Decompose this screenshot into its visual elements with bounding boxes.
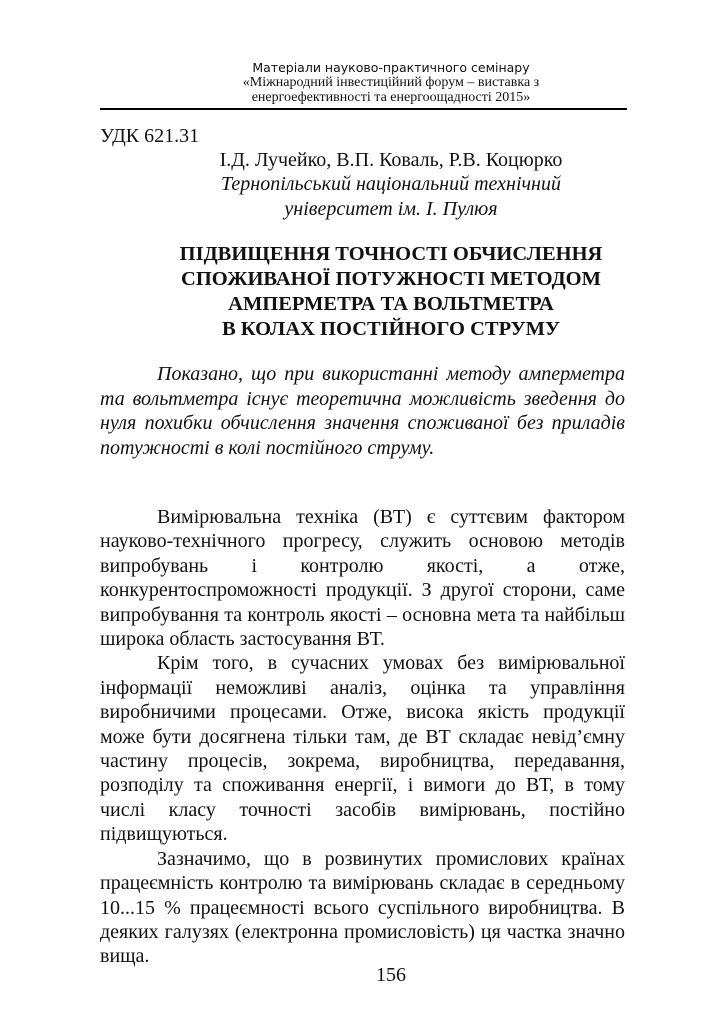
affiliation-line-2: університет ім. І. Пулюя bbox=[284, 198, 498, 220]
udc-code: УДК 621.31 bbox=[100, 125, 200, 147]
title-line-4: В КОЛАХ ПОСТІЙНОГО СТРУМУ bbox=[221, 318, 561, 340]
page-number: 156 bbox=[376, 964, 406, 986]
affiliation-line-1: Тернопільський національний технічний bbox=[221, 173, 561, 195]
header-line-2: «Міжнародний інвестиційний форум – виставка з bbox=[242, 75, 540, 90]
body-text bbox=[100, 505, 625, 969]
authors: І.Д. Лучейко, В.П. Коваль, Р.В. Коцюрко bbox=[219, 149, 563, 171]
title-line-3: АМПЕРМЕТРА ТА ВОЛЬТМЕТРА bbox=[228, 293, 554, 315]
title-line-1: ПІДВИЩЕННЯ ТОЧНОСТІ ОБЧИСЛЕННЯ bbox=[179, 243, 603, 265]
header-line-3: енергоефективності та енергоощадності 2015» bbox=[251, 90, 531, 105]
header-line-1: Матеріали науково-практичного семінару bbox=[252, 60, 530, 75]
title-line-2: СПОЖИВАНОЇ ПОТУЖНОСТІ МЕТОДОМ bbox=[181, 268, 601, 290]
paper-title bbox=[0, 242, 722, 342]
paragraph-2: Крім того, в сучасних умовах без вимірювальної інформації неможливі аналіз, оцінка та управління виробничими процесами. Отже, висока якість продукції може бути досягнена тільки там, де ВТ складає невід’ємну частину процесів, зокрема, виробництва, передавання, розподілу та споживання енергії, і вимоги до ВТ, в тому числі класу точності засобів вимірювань, постійно підвищуються. bbox=[100, 652, 625, 846]
header-rule bbox=[100, 108, 627, 110]
paragraph-1: Вимірювальна техніка (ВТ) є суттєвим фактором науково-технічного прогресу, служить основою методів випробувань і контролю якості, а отже, конкурентоспроможності продукції. З другої сторони, саме випробування та контроль якості – основна мета та найбільш широка область застосування ВТ. bbox=[100, 506, 625, 651]
running-header bbox=[0, 60, 722, 105]
affiliation bbox=[0, 172, 722, 222]
paragraph-3: Зазначимо, що в розвинутих промислових країнах працеємність контролю та вимірювань складає в середньому 10...15 % працеємності всього суспільного виробництва. В деяких галузях (електронна промисловість) ця частка значно вища. bbox=[100, 847, 625, 968]
abstract: Показано, що при використанні методу амперметра та вольтметра існує теоретична можливість зведення до нуля похибки обчислення значення споживаної без приладів потужності в колі постійного струму. bbox=[100, 363, 625, 459]
